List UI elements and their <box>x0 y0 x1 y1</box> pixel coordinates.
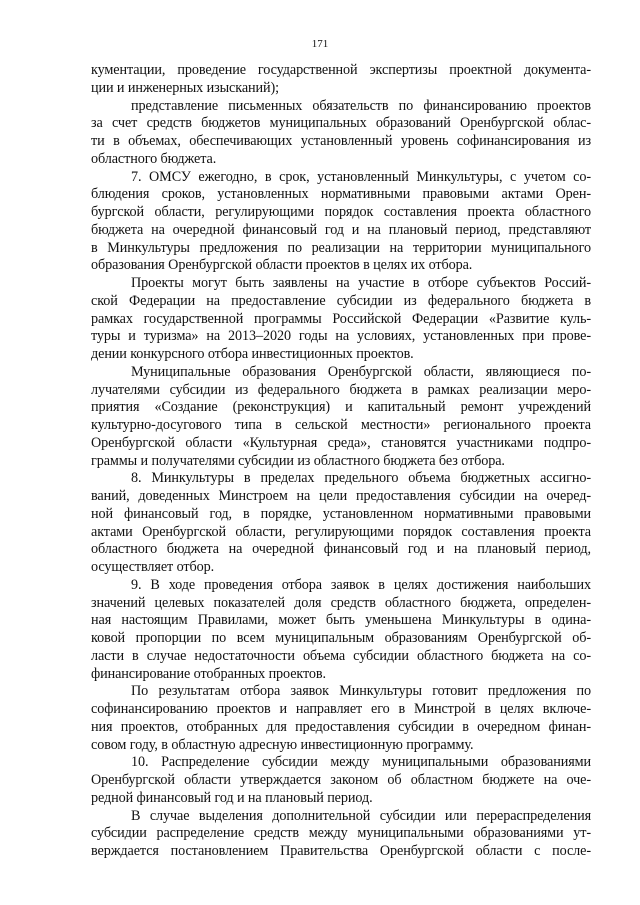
text-line: культурно-досугового типа в сельской местности» регионального проекта <box>91 417 591 433</box>
text-line: Оренбургской области утверждается законом об областном бюджете на оче- <box>91 772 591 788</box>
text-line: образования Оренбургской области проектов в целях их отбора. <box>91 257 473 274</box>
text-line: приятия «Создание (реконструкция) и капитальный ремонт учреждений <box>91 399 591 416</box>
text-line: бургской области, регулирующими порядок составления проекта областного <box>91 204 591 220</box>
text-line: дении конкурсного отбора инвестиционных проектов. <box>91 346 414 362</box>
paragraph-clause-8 <box>91 470 591 577</box>
paragraph-continuation <box>91 62 591 98</box>
text-line: за счет средств бюджетов муниципальных образований Оренбургской облас- <box>91 115 591 132</box>
paragraph-additional-subsidy <box>91 808 591 861</box>
text-line: редной финансовый год и на плановый период. <box>91 789 373 806</box>
text-line: в Минкультуры предложения по реализации на территории муниципального <box>91 239 591 256</box>
text-line: финансирование отобранных проектов. <box>91 665 326 682</box>
paragraph-clause-9 <box>91 577 591 684</box>
text-line: областного бюджета. <box>91 150 217 167</box>
text-line: туры и туризма» на 2013–2020 годы на условиях, установленных при прове- <box>91 328 591 345</box>
text-line: лучателями субсидии из федерального бюджета в рамках реализации меро- <box>91 381 591 398</box>
text-line: граммы и получателями субсидии из областного бюджета без отбора. <box>91 452 505 469</box>
text-line: ласти в случае недостаточности объема субсидии областного бюджета на со- <box>91 647 591 664</box>
paragraph-clause-7 <box>91 169 591 276</box>
text-line: представление письменных обязательств по финансированию проектов <box>131 97 591 114</box>
text-line: Муниципальные образования Оренбургской области, являющиеся по- <box>131 363 591 380</box>
text-line: кументации, проведение государственной экспертизы проектной документа- <box>91 62 591 78</box>
text-line: ции и инженерных изысканий); <box>91 79 279 96</box>
paragraph-clause-10 <box>91 754 591 807</box>
text-line: рамках государственной программы Российской Федерации «Развитие куль- <box>91 310 591 327</box>
text-line: блюдения сроков, установленных нормативными правовыми актами Орен- <box>91 186 591 203</box>
text-line: Проекты могут быть заявлены на участие в отборе субъектов Россий- <box>131 275 591 291</box>
text-line: ной финансовый год, в порядке, установленном нормативными правовыми <box>91 505 591 522</box>
text-line: бюджета на очередной финансовый год и на плановый период, представляют <box>91 221 591 238</box>
text-line: ковой пропорции по всем муниципальным образованиям Оренбургской об- <box>91 630 591 646</box>
text-line: верждается постановлением Правительства Оренбургской области с после- <box>91 843 591 859</box>
text-line: осуществляет отбор. <box>91 559 215 575</box>
text-line: ная настоящим Правилами, может быть уменьшена Минкультуры в одина- <box>91 612 591 629</box>
text-line: 7. ОМСУ ежегодно, в срок, установленный Минкультуры, с учетом со- <box>131 168 591 185</box>
page-number: 171 <box>311 38 329 50</box>
text-line: значений целевых показателей доля средств областного бюджета, определен- <box>91 594 591 611</box>
text-line: 10. Распределение субсидии между муниципальными образованиями <box>131 754 591 771</box>
paragraph-federal-selection <box>91 275 591 364</box>
text-line: Оренбургской области «Культурная среда», становятся участниками подпро- <box>91 434 591 451</box>
text-line: ти в объемах, обеспечивающих установленный уровень софинансирования из <box>91 133 591 149</box>
text-line: ской Федерации на предоставление субсидии из федерального бюджета в <box>91 292 591 309</box>
text-line: 9. В ходе проведения отбора заявок в целях достижения наибольших <box>131 576 591 593</box>
paragraph-obligations <box>91 98 591 169</box>
text-line: совом году, в областную адресную инвестиционную программу. <box>91 736 474 753</box>
text-line: актами Оренбургской области, регулирующими порядок составления проекта <box>91 523 591 540</box>
text-line: субсидии распределение средств между муниципальными образованиями ут- <box>91 825 591 842</box>
text-line: По результатам отбора заявок Минкультуры готовит предложения по <box>131 683 591 700</box>
text-line: В случае выделения дополнительной субсидии или перераспределения <box>131 807 591 824</box>
paragraph-municipal-recipients <box>91 364 591 471</box>
document-body <box>91 62 591 861</box>
text-line: ваний, доведенных Минстроем на цели предоставления субсидии на очеред- <box>91 488 591 504</box>
paragraph-selection-results <box>91 683 591 754</box>
text-line: ния проектов, отобранных для предоставления субсидии в очередном финан- <box>91 718 591 735</box>
text-line: софинансированию проектов и направляет его в Минстрой в целях включе- <box>91 701 591 717</box>
text-line: 8. Минкультуры в пределах предельного объема бюджетных ассигно- <box>131 470 591 487</box>
text-line: областного бюджета на очередной финансовый год и на плановый период, <box>91 541 591 558</box>
